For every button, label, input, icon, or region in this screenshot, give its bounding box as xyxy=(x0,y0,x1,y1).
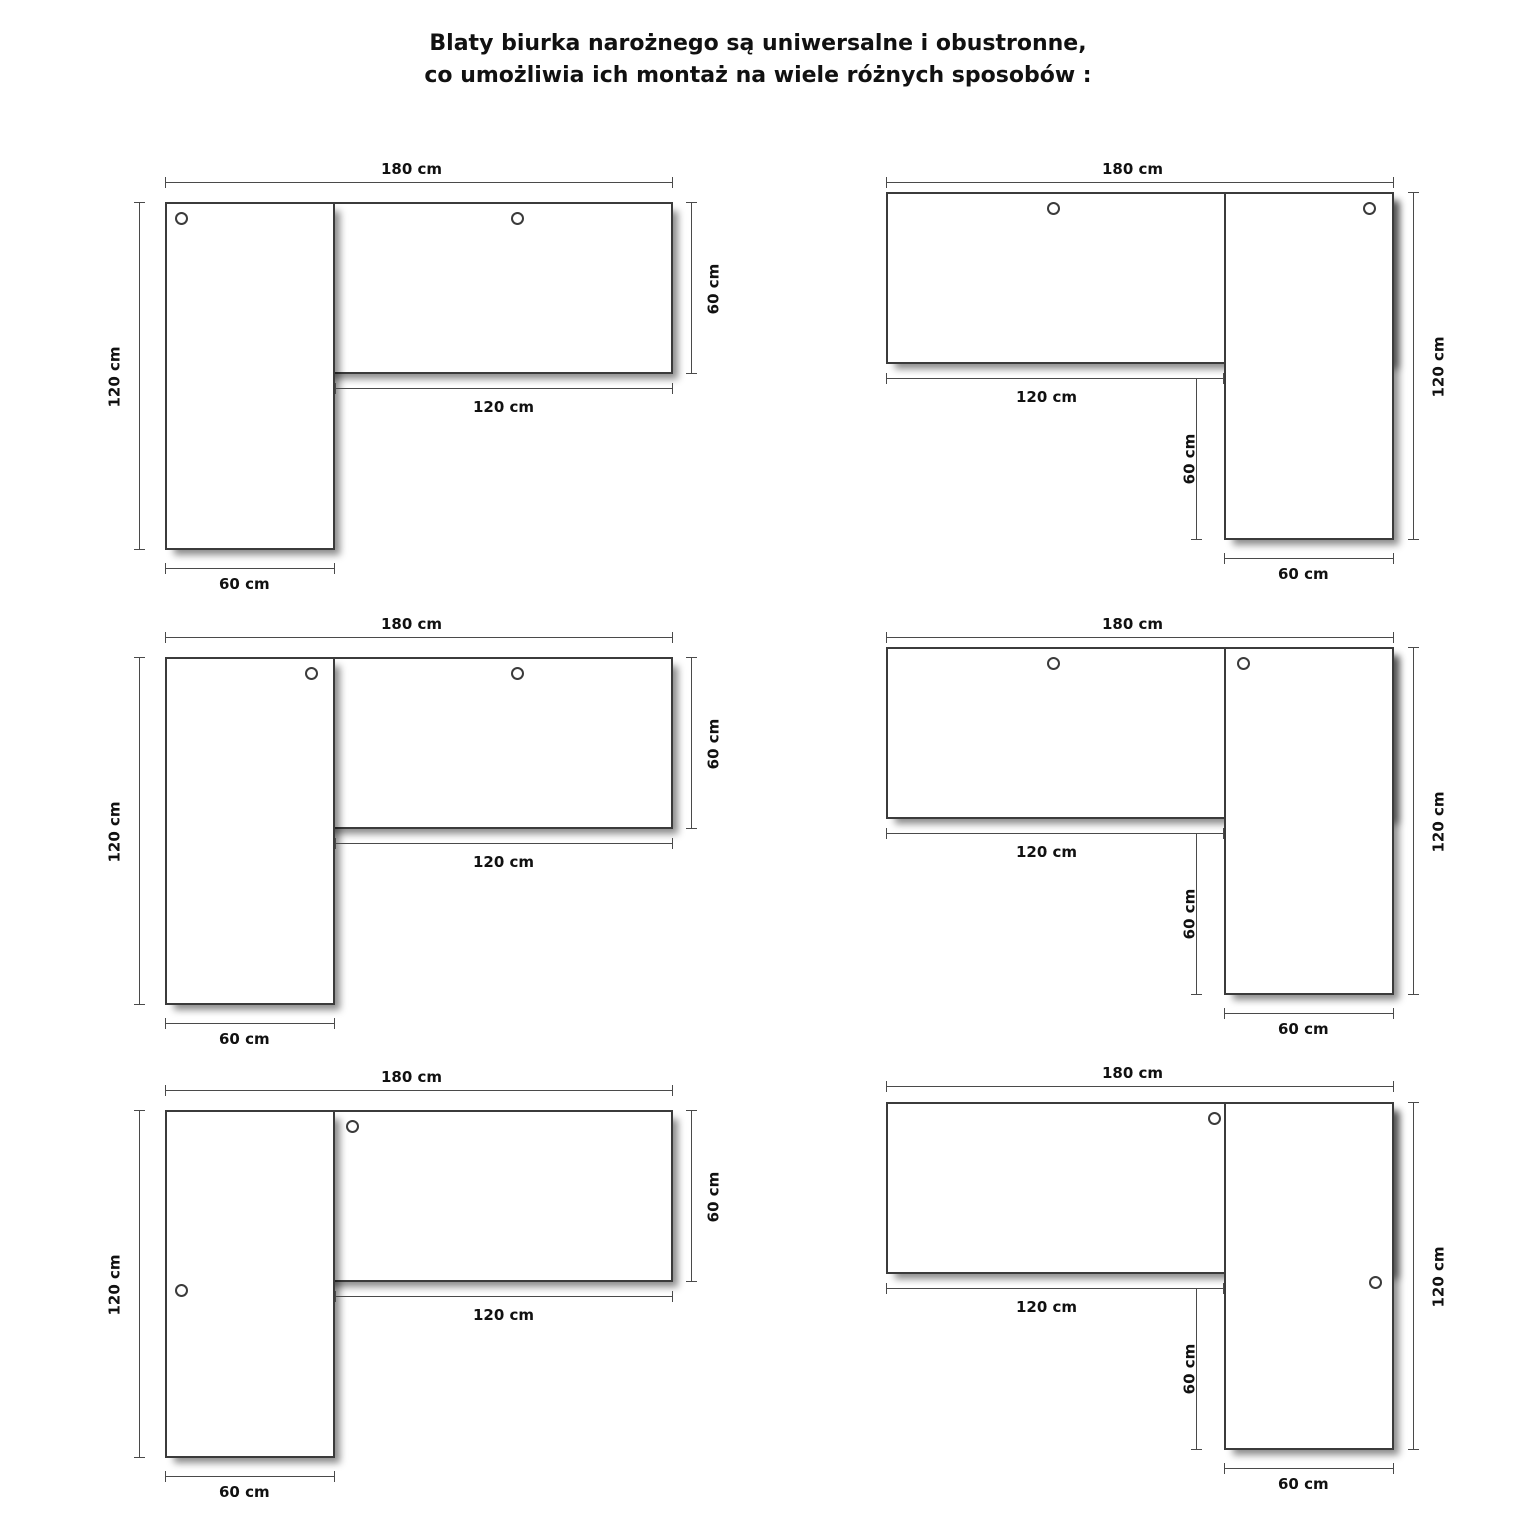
diagram-layout-3 xyxy=(0,585,758,1048)
dimension-label-right: 120 cm xyxy=(1429,1246,1448,1308)
dimension-label-bottom: 60 cm xyxy=(219,575,270,593)
cable-hole xyxy=(511,212,524,225)
dimension-line-inner xyxy=(335,843,673,844)
cable-hole xyxy=(1363,202,1376,215)
cable-hole xyxy=(175,1284,188,1297)
dimension-label-bottom: 60 cm xyxy=(1278,1020,1329,1038)
dimension-line-top xyxy=(165,1090,673,1091)
page-title-line-2: co umożliwia ich montaż na wiele różnych sposobów : xyxy=(424,62,1092,88)
dimension-line-bottom xyxy=(1224,558,1394,559)
dimension-line-inner xyxy=(335,1296,673,1297)
dimension-label-right: 60 cm xyxy=(704,718,723,770)
dimension-line-inner-horizontal xyxy=(886,833,1224,834)
corner-seam-cover xyxy=(167,659,333,827)
dimension-label-right: 120 cm xyxy=(1429,336,1448,398)
dimension-label-inner: 120 cm xyxy=(473,1306,535,1324)
dimension-line-top xyxy=(886,182,1394,183)
corner-seam-cover xyxy=(1226,649,1392,817)
diagram-layout-2 xyxy=(758,130,1516,585)
diagram-grid xyxy=(0,130,1516,1536)
diagram-layout-6 xyxy=(758,1040,1516,1495)
dimension-line-bottom xyxy=(165,1476,335,1477)
dimension-line-left xyxy=(139,1110,140,1458)
cable-hole xyxy=(305,667,318,680)
cable-hole xyxy=(1047,202,1060,215)
page-title-line-1: Blaty biurka narożnego są uniwersalne i obustronne, xyxy=(429,31,1087,56)
dimension-label-inner: 120 cm xyxy=(473,853,535,871)
dimension-label-right: 120 cm xyxy=(1429,791,1448,853)
dimension-line-right xyxy=(691,657,692,829)
cable-hole xyxy=(511,667,524,680)
dimension-line-bottom xyxy=(1224,1013,1394,1014)
dimension-line-top xyxy=(886,637,1394,638)
dimension-line-inner-horizontal xyxy=(886,378,1224,379)
dimension-label-inner-horizontal: 120 cm xyxy=(1016,388,1078,406)
diagram-layout-4 xyxy=(758,585,1516,1040)
cable-hole xyxy=(1237,657,1250,670)
dimension-line-top xyxy=(886,1086,1394,1087)
dimension-label-top: 180 cm xyxy=(1102,615,1164,633)
diagram-layout-5 xyxy=(0,1040,758,1501)
corner-seam-cover xyxy=(167,1112,333,1280)
page-title xyxy=(0,28,1516,92)
dimension-line-right xyxy=(691,202,692,374)
dimension-line-bottom xyxy=(165,568,335,569)
dimension-line-top xyxy=(165,182,673,183)
dimension-label-inner-horizontal: 120 cm xyxy=(1016,1298,1078,1316)
dimension-line-left xyxy=(139,202,140,550)
dimension-line-right xyxy=(1413,192,1414,540)
dimension-label-left: 120 cm xyxy=(105,346,124,408)
dimension-line-bottom xyxy=(165,1023,335,1024)
dimension-line-right xyxy=(1413,1102,1414,1450)
cable-hole xyxy=(346,1120,359,1133)
dimension-label-top: 180 cm xyxy=(381,1068,443,1086)
dimension-label-right: 60 cm xyxy=(704,263,723,315)
dimension-label-top: 180 cm xyxy=(1102,160,1164,178)
dimension-label-top: 180 cm xyxy=(381,160,443,178)
dimension-label-top: 180 cm xyxy=(381,615,443,633)
dimension-line-inner xyxy=(335,388,673,389)
dimension-label-inner-vertical: 60 cm xyxy=(1180,1343,1199,1395)
cable-hole xyxy=(1208,1112,1221,1125)
dimension-line-top xyxy=(165,637,673,638)
diagram-layout-1 xyxy=(0,130,758,593)
dimension-label-right: 60 cm xyxy=(704,1171,723,1223)
dimension-label-inner: 120 cm xyxy=(473,398,535,416)
cable-hole xyxy=(175,212,188,225)
dimension-label-top: 180 cm xyxy=(1102,1064,1164,1082)
dimension-label-left: 120 cm xyxy=(105,801,124,863)
dimension-line-bottom xyxy=(1224,1468,1394,1469)
corner-seam-cover xyxy=(167,204,333,372)
corner-seam-cover xyxy=(1226,194,1392,362)
dimension-line-left xyxy=(139,657,140,1005)
dimension-label-inner-horizontal: 120 cm xyxy=(1016,843,1078,861)
dimension-label-left: 120 cm xyxy=(105,1254,124,1316)
dimension-label-bottom: 60 cm xyxy=(219,1483,270,1501)
dimension-label-inner-vertical: 60 cm xyxy=(1180,888,1199,940)
dimension-label-bottom: 60 cm xyxy=(1278,565,1329,583)
dimension-line-right xyxy=(691,1110,692,1282)
cable-hole xyxy=(1047,657,1060,670)
corner-seam-cover xyxy=(1226,1104,1392,1272)
dimension-label-bottom: 60 cm xyxy=(1278,1475,1329,1493)
dimension-label-inner-vertical: 60 cm xyxy=(1180,433,1199,485)
dimension-line-inner-horizontal xyxy=(886,1288,1224,1289)
cable-hole xyxy=(1369,1276,1382,1289)
dimension-label-bottom: 60 cm xyxy=(219,1030,270,1048)
dimension-line-right xyxy=(1413,647,1414,995)
